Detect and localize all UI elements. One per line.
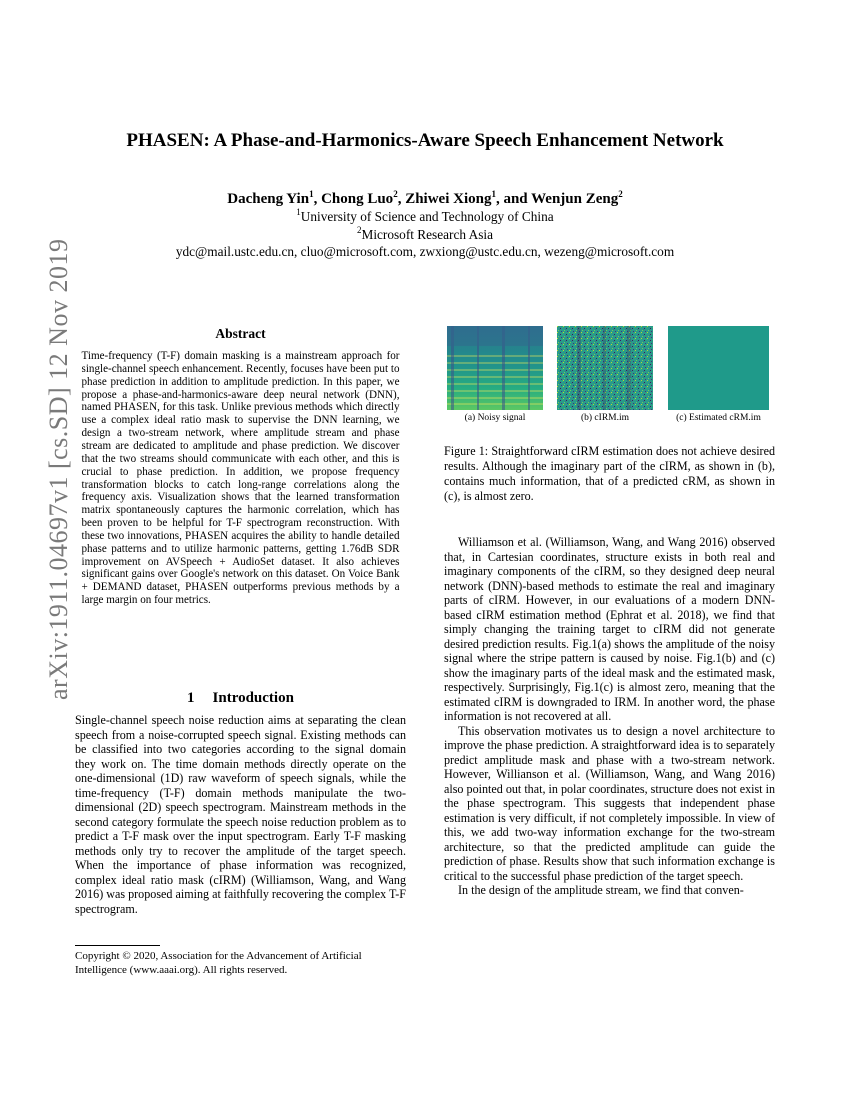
section-number: 1 [187,690,195,706]
section-title: Introduction [212,690,294,706]
copyright-notice: Copyright © 2020, Association for the Advancement of Artificial Intelligence (www.aaai.org). All rights reserved. [75,950,362,976]
author-affil-mark: 1 [309,189,314,199]
arxiv-side-stamp: arXiv:1911.04697v1 [cs.SD] 12 Nov 2019 [44,238,73,700]
affiliation-1 [0,209,850,225]
cirm-imag-image [557,326,653,410]
paragraph: Williamson et al. (Williamson, Wang, and Wang 2016) observed that, in Cartesian coordinates, structure exists in both real and imaginary components of the cIRM, so they designed deep neural network (DNN)-based methods to estimate the real and imaginary parts of cIRM. However, in our evaluations of a modern DNN-based cIRM estimation method (Ephrat et al. 2018), we find that simply changing the training target to cIRM did not generate desired prediction results. Fig.1(a) shows the amplitude of the noisy signal where the stripe pattern is caused by noise. Fig.1(b) and (c) show the imaginary parts of the ideal mask and the estimated mask, respectively. Surprisingly, Fig.1(c) is almost zero, meaning that the estimated cIRM is downgraded to IRM. In another word, the phase information is not recovered at all. [444,535,775,723]
paper-title: PHASEN: A Phase-and-Harmonics-Aware Speech Enhancement Network [126,130,724,151]
noisy-spectrogram-image [447,326,543,410]
abstract-block [75,327,406,607]
figure-1-caption: Figure 1: Straightforward cIRM estimation does not achieve desired results. Although the imaginary part of the cIRM, as shown in (b), contains much information, that of a predicted cRM, as shown in (c), is almost zero. [444,444,775,503]
introduction-text [75,713,406,916]
panel-noisy-spectrogram [447,326,543,410]
author-name: Dacheng Yin [227,191,310,207]
affiliation-2 [0,227,850,243]
author-name: Chong Luo [321,191,394,207]
footnote-rule [75,945,160,946]
intro-paragraph: Single-channel speech noise reduction aims at separating the clean speech from a noise-corrupted speech signal. Existing methods can be classified into two categories according to the signal domain they work on. The time domain methods directly operate on the one-dimensional (1D) raw waveform of speech signals, while the time-frequency (T-F) domain methods manipulate the two-dimensional (2D) speech spectrogram. Mainstream methods in the second category formulate the speech noise reduction problem as to predict a T-F mask over the input spectrogram. Early T-F masking methods only try to recover the amplitude of the target speech. When the importance of phase information was recognized, complex ideal ratio mask (cIRM) (Williamson, Wang, and Wang 2016) was proposed aiming at faithfully recovering the complex T-F spectrogram. [75,713,406,916]
affil-text: Microsoft Research Asia [361,227,493,242]
paragraph: This observation motivates us to design a novel architecture to improve the phase prediction. A straightforward idea is to separately predict amplitude mask and phase with a two-stream network. However, Willianson et al. (Williamson, Wang, and Wang 2016) also pointed out that, in polar coordinates, structure does not exist in the phase spectrogram. This suggests that independent phase estimation is very difficult, if not completely impossible. In view of this, we add two-way information exchange for the two-stream architecture, so that the predicted amplitude can guide the prediction of phase. Results show that such information exchange is critical to the successful phase prediction of the target speech. [444,723,775,883]
section-heading-introduction [75,690,406,707]
affil-mark: 2 [357,225,362,235]
author-separator: , and [495,191,532,207]
author-affil-mark: 2 [393,189,398,199]
panel-label-c: (c) Estimated cRM.im [676,413,761,423]
paragraph: In the design of the amplitude stream, we find that conven- [458,883,744,897]
author-separator: , [397,191,406,207]
right-column-text [444,535,775,898]
affil-text: University of Science and Technology of China [300,209,554,224]
author-name: Zhiwei Xiong [405,191,492,207]
affil-mark: 1 [296,207,301,217]
author-emails: ydc@mail.ustc.edu.cn, cluo@microsoft.com, zwxiong@ustc.edu.cn, wezeng@microsoft.com [175,244,675,259]
panel-estimated-crm-imag [668,326,769,410]
author-separator: , [313,191,322,207]
author-affil-mark: 1 [491,189,496,199]
author-name: Wenjun Zeng [531,191,619,207]
panel-cirm-imag [557,326,653,410]
abstract-heading: Abstract [215,326,266,341]
panel-label-a: (a) Noisy signal [464,413,526,423]
abstract-text: Time-frequency (T-F) domain masking is a mainstream approach for single-channel speech enhancement. Recently, focuses have been put to phase prediction in addition to amplitude prediction. In this paper, we propose a phase-and-harmonics-aware deep neural network (DNN), named PHASEN, for this task. Unlike previous methods which directly use a complex ideal ratio mask to supervise the DNN learning, we design a two-stream network, where amplitude stream and phase stream are dedicated to amplitude and phase prediction. We discover that the two streams should communicate with each other, and this is crucial to phase prediction. In addition, we propose frequency transformation blocks to catch long-range correlations along the frequency axis. Visualization shows that the learned transformation matrix spontaneously captures the harmonic correlation, which has been proven to be helpful for T-F spectrogram reconstruction. With these two innovations, PHASEN acquires the ability to handle detailed phase patterns and to utilize harmonic patterns, getting 1.76dB SDR improvement on AVSpeech + AudioSet dataset. It also achieves significant gains over Google's network on this dataset. On Voice Bank + DEMAND dataset, PHASEN outperforms previous methods by a large margin on four metrics. [81,350,400,607]
author-affil-mark: 2 [618,189,623,199]
panel-label-b: (b) cIRM.im [580,413,630,423]
author-list [0,191,850,208]
